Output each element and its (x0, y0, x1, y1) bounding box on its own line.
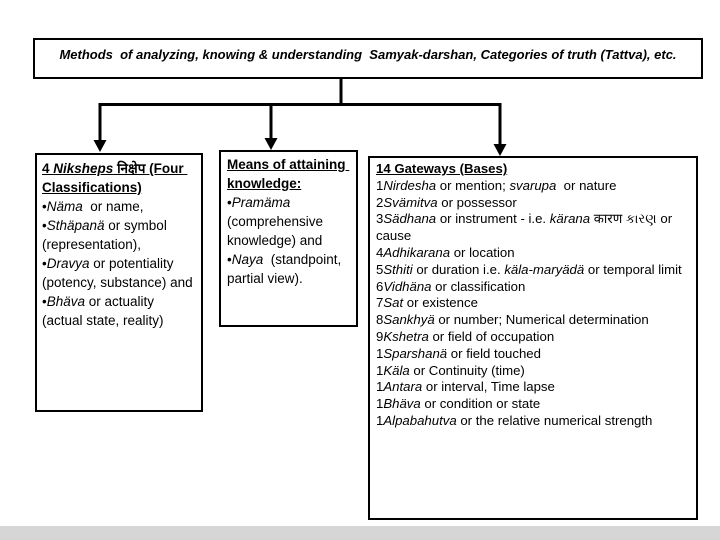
paragraph: •Dravya or potentiality (potency, substance) and (42, 256, 193, 290)
title-box (33, 38, 703, 79)
bottom-strip (0, 526, 720, 540)
paragraph: •Bhäva or actuality (actual state, reality) (42, 294, 164, 328)
paragraph: •Näma or name, (42, 199, 144, 214)
paragraph: 4Adhikarana or location (376, 244, 515, 260)
arrow-down-left-icon (94, 140, 107, 152)
box-fourteen-gateways (368, 156, 698, 520)
paragraph: Means of attaining knowledge: (227, 157, 350, 191)
box-means-of-attaining-knowledge (219, 150, 358, 327)
paragraph: 3Sädhana or instrument - i.e. kärana कारण કારણ or cause (376, 211, 676, 244)
paragraph: 1Käla or Continuity (time) (376, 362, 525, 378)
paragraph: 5Sthiti or duration i.e. käla-maryädä or temporal limit (376, 261, 682, 277)
diagram-title: Methods of analyzing, knowing & understanding Samyak-darshan, Categories of truth (Tattva), etc. (59, 47, 677, 62)
paragraph: •Pramäma (comprehensive knowledge) and (227, 195, 327, 248)
arrow-down-right-icon (494, 144, 507, 156)
paragraph: 1Bhäva or condition or state (376, 396, 541, 412)
paragraph: •Sthäpanä or symbol (representation), (42, 218, 171, 252)
paragraph: 6Vidhäna or classification (376, 278, 526, 294)
paragraph: 2Svämitva or possessor (376, 194, 517, 210)
paragraph: 1Antara or interval, Time lapse (376, 379, 555, 395)
paragraph: •Naya (standpoint, partial view). (227, 252, 346, 286)
paragraph: 14 Gateways (Bases) (376, 161, 508, 176)
paragraph: 1Nirdesha or mention; svarupa or nature (376, 177, 617, 193)
arrow-down-middle-icon (265, 138, 278, 150)
paragraph: 7Sat or existence (376, 295, 478, 311)
paragraph: 1Sparshanä or field touched (376, 345, 541, 361)
paragraph: 1Alpabahutva or the relative numerical strength (376, 412, 653, 428)
paragraph: 8Sankhyä or number; Numerical determination (376, 312, 649, 328)
paragraph: 9Kshetra or field of occupation (376, 328, 555, 344)
paragraph: 4 Niksheps निक्षेप (Four Classifications) (42, 161, 188, 195)
box-four-niksheps (35, 153, 203, 412)
